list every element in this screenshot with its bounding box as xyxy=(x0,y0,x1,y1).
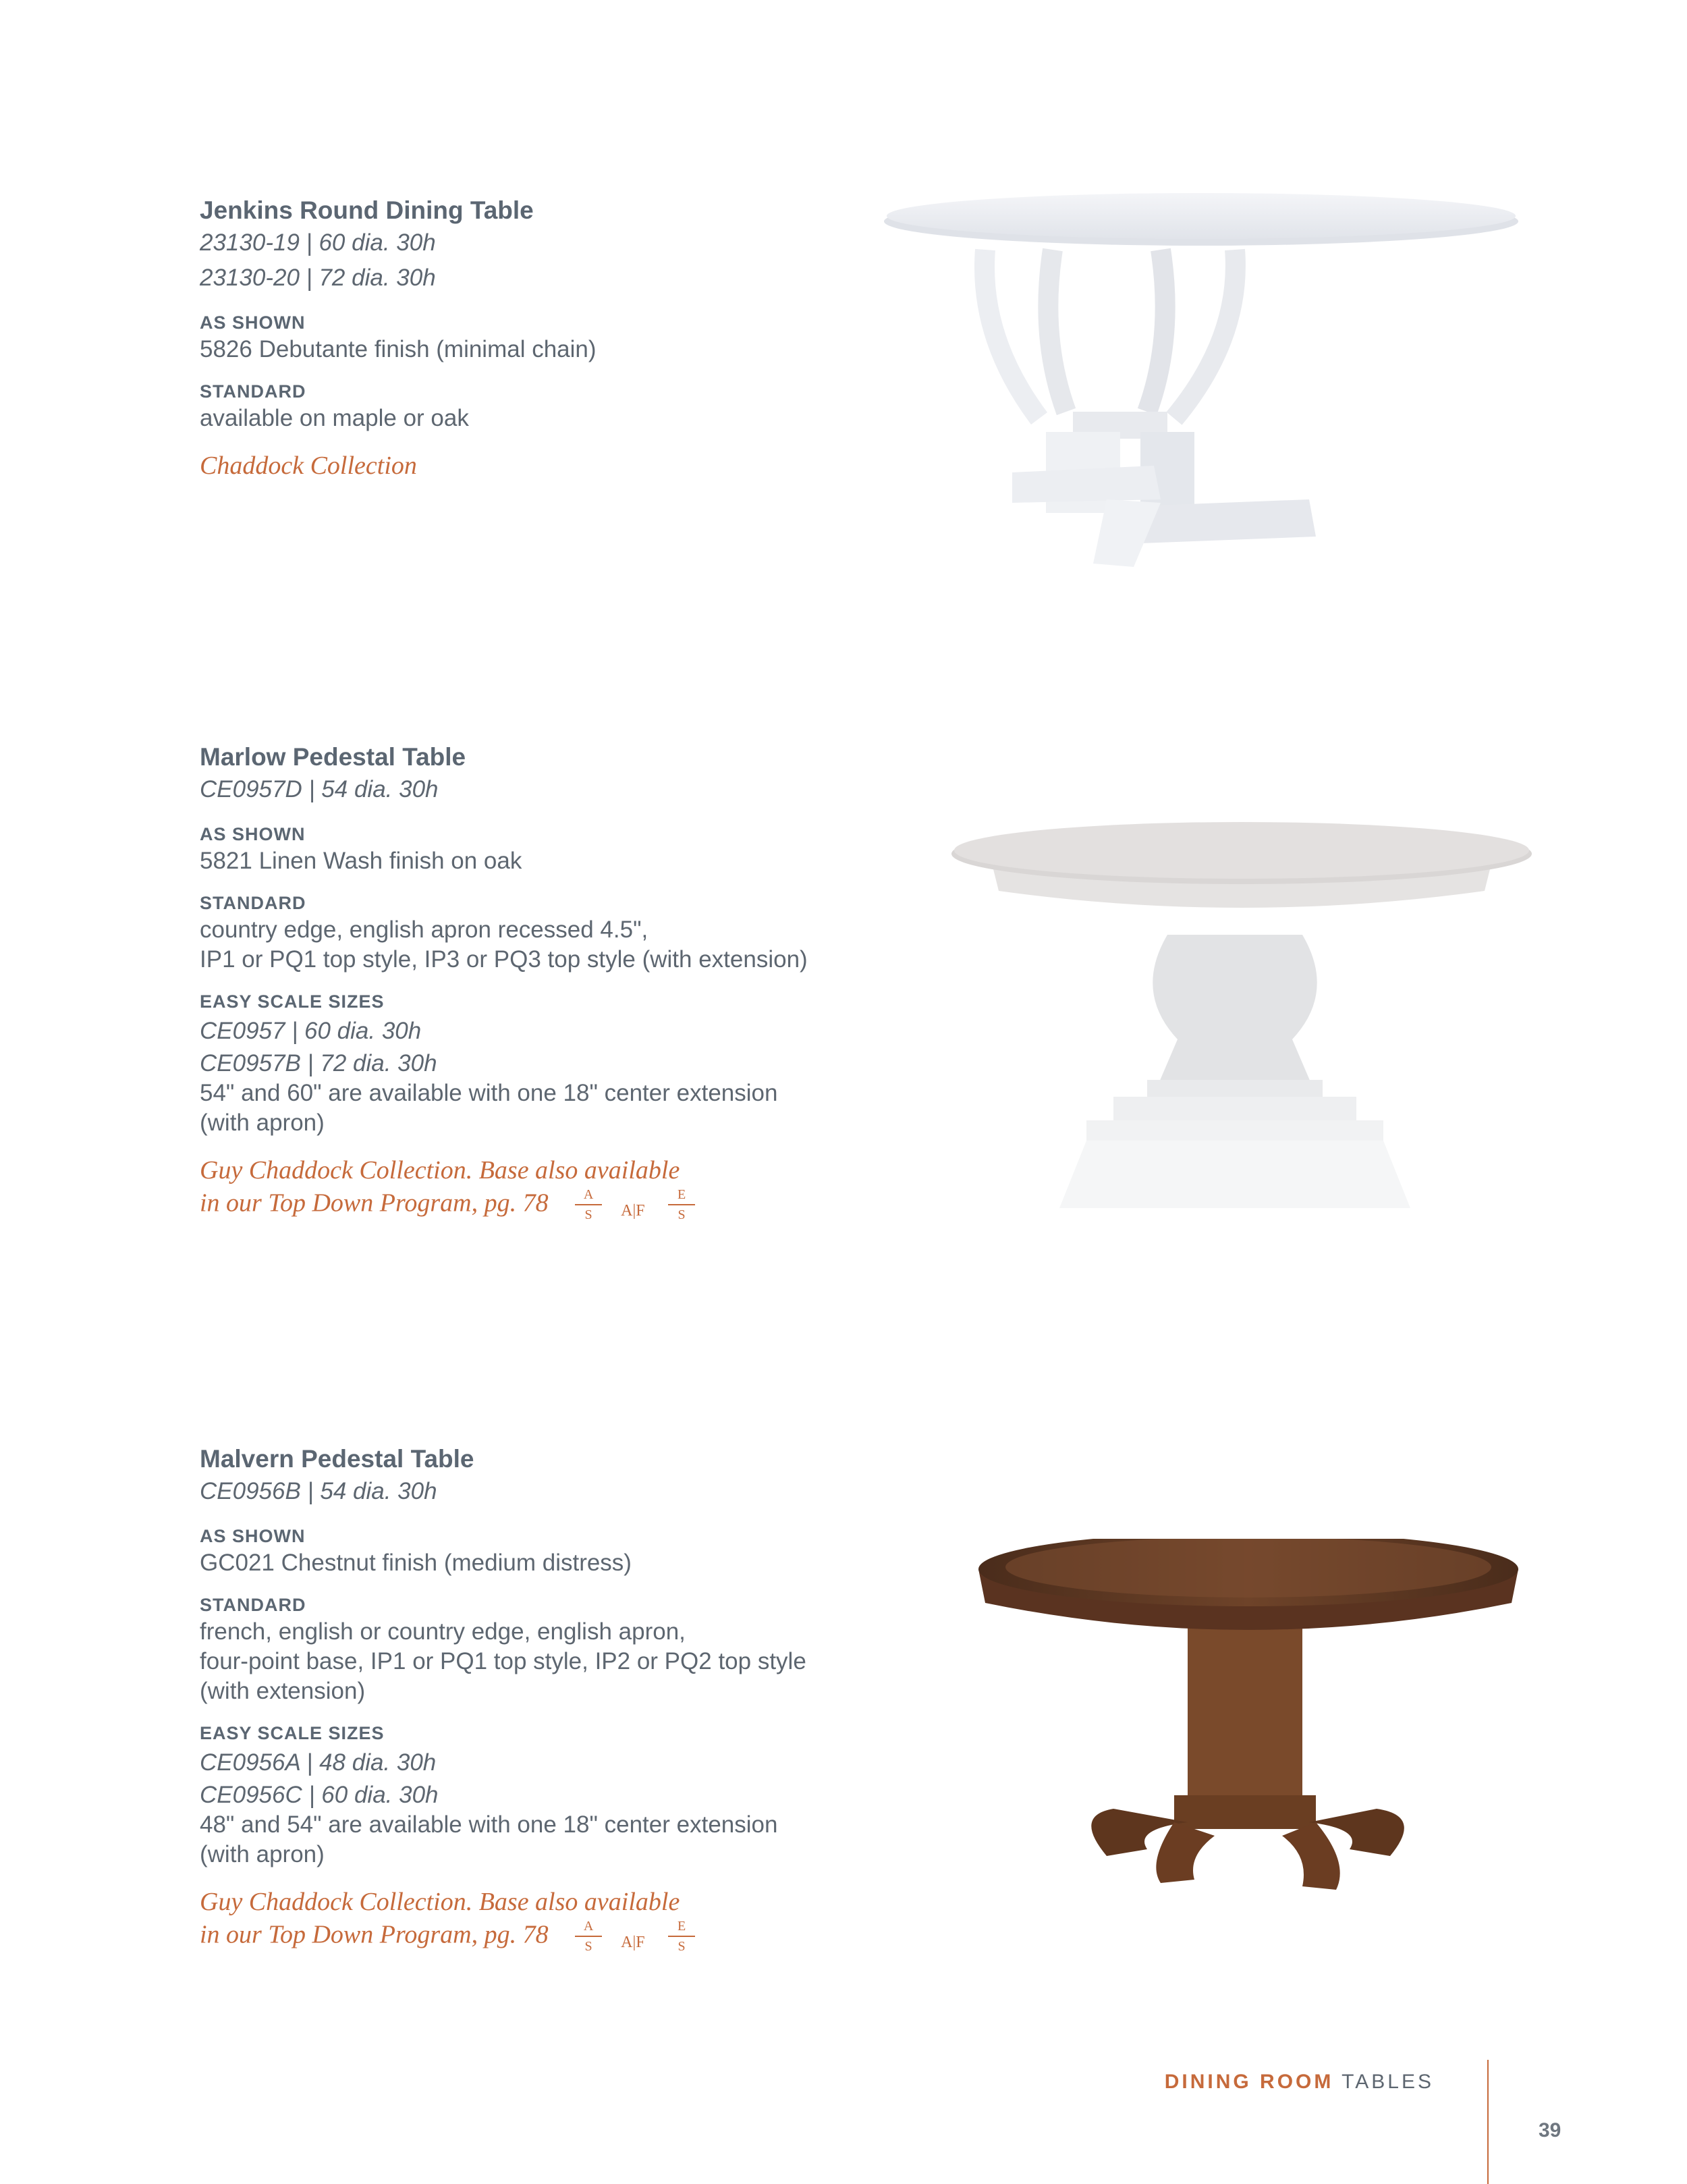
collection-note xyxy=(200,1155,942,1226)
as-shown-text: 5821 Linen Wash finish on oak xyxy=(200,848,522,875)
easy-scale-text: 54" and 60" are available with one 18" center extension xyxy=(200,1080,778,1107)
logo-frac-e xyxy=(668,1917,695,1956)
easy-sku-line: CE0956C | 60 dia. 30h xyxy=(200,1782,439,1809)
footer-divider xyxy=(1487,2060,1489,2184)
product-malvern xyxy=(200,1444,942,1957)
product-marlow xyxy=(200,742,942,1226)
logo-af: A|F xyxy=(621,1202,645,1220)
logo-frac-a xyxy=(575,1917,602,1956)
logo-e: E xyxy=(677,1919,686,1934)
logo-s: S xyxy=(677,1939,686,1955)
asf-logo xyxy=(575,1917,710,1957)
logo-s: S xyxy=(677,1207,686,1223)
standard-label: STANDARD xyxy=(200,381,306,402)
malvern-table-image xyxy=(972,1539,1525,1903)
asf-logo xyxy=(575,1185,710,1226)
standard-text: french, english or country edge, english apron, xyxy=(200,1618,686,1645)
as-shown-text: GC021 Chestnut finish (medium distress) xyxy=(200,1550,632,1577)
sku-line: CE0957D | 54 dia. 30h xyxy=(200,776,439,803)
marlow-table-image xyxy=(945,817,1539,1222)
note-line-2 xyxy=(200,1917,942,1957)
standard-text: country edge, english apron recessed 4.5", xyxy=(200,917,648,944)
standard-text: four-point base, IP1 or PQ1 top style, IP2 or PQ2 top style xyxy=(200,1648,806,1675)
easy-scale-label: EASY SCALE SIZES xyxy=(200,1723,385,1744)
standard-text: available on maple or oak xyxy=(200,405,469,432)
page-number: 39 xyxy=(1539,2119,1561,2141)
collection-note xyxy=(200,1887,942,1957)
product-title: Malvern Pedestal Table xyxy=(200,1445,474,1473)
note-line-2 xyxy=(200,1185,942,1226)
standard-text: (with extension) xyxy=(200,1678,366,1705)
easy-sku-line: CE0956A | 48 dia. 30h xyxy=(200,1749,437,1776)
logo-a: A xyxy=(583,1187,594,1203)
note-text: in our Top Down Program, pg. 78 xyxy=(200,1189,549,1218)
easy-sku-line: CE0957 | 60 dia. 30h xyxy=(200,1018,422,1045)
as-shown-label: AS SHOWN xyxy=(200,312,306,333)
easy-sku-line: CE0957B | 72 dia. 30h xyxy=(200,1050,437,1077)
product-title: Jenkins Round Dining Table xyxy=(200,196,534,224)
logo-a: A xyxy=(583,1919,594,1934)
easy-scale-text: (with apron) xyxy=(200,1841,325,1868)
as-shown-text: 5826 Debutante finish (minimal chain) xyxy=(200,336,597,363)
footer-category-main: DINING ROOM xyxy=(1164,2071,1334,2093)
jenkins-table-image xyxy=(877,189,1525,580)
logo-e: E xyxy=(677,1187,686,1203)
product-title: Marlow Pedestal Table xyxy=(200,743,466,771)
logo-s: S xyxy=(584,1939,592,1955)
logo-frac-a xyxy=(575,1185,602,1224)
logo-s: S xyxy=(584,1207,592,1223)
standard-label: STANDARD xyxy=(200,893,306,914)
easy-scale-label: EASY SCALE SIZES xyxy=(200,991,385,1012)
note-line: Guy Chaddock Collection. Base also available xyxy=(200,1888,680,1917)
logo-frac-e xyxy=(668,1185,695,1224)
product-jenkins xyxy=(200,196,942,481)
note-line: Guy Chaddock Collection. Base also available xyxy=(200,1156,680,1185)
sku-line: CE0956B | 54 dia. 30h xyxy=(200,1478,437,1505)
note-text: in our Top Down Program, pg. 78 xyxy=(200,1921,549,1950)
standard-text: IP1 or PQ1 top style, IP3 or PQ3 top style (with extension) xyxy=(200,946,808,973)
easy-scale-text: 48" and 54" are available with one 18" center extension xyxy=(200,1811,778,1838)
collection-note: Chaddock Collection xyxy=(200,452,417,481)
footer-category xyxy=(1165,2071,1434,2094)
sku-line: 23130-20 | 72 dia. 30h xyxy=(200,265,436,292)
as-shown-label: AS SHOWN xyxy=(200,1526,306,1547)
standard-label: STANDARD xyxy=(200,1595,306,1616)
footer-category-sub: TABLES xyxy=(1342,2071,1434,2093)
sku-line: 23130-19 | 60 dia. 30h xyxy=(200,229,436,256)
as-shown-label: AS SHOWN xyxy=(200,824,306,845)
logo-af: A|F xyxy=(621,1934,645,1952)
easy-scale-text: (with apron) xyxy=(200,1110,325,1137)
